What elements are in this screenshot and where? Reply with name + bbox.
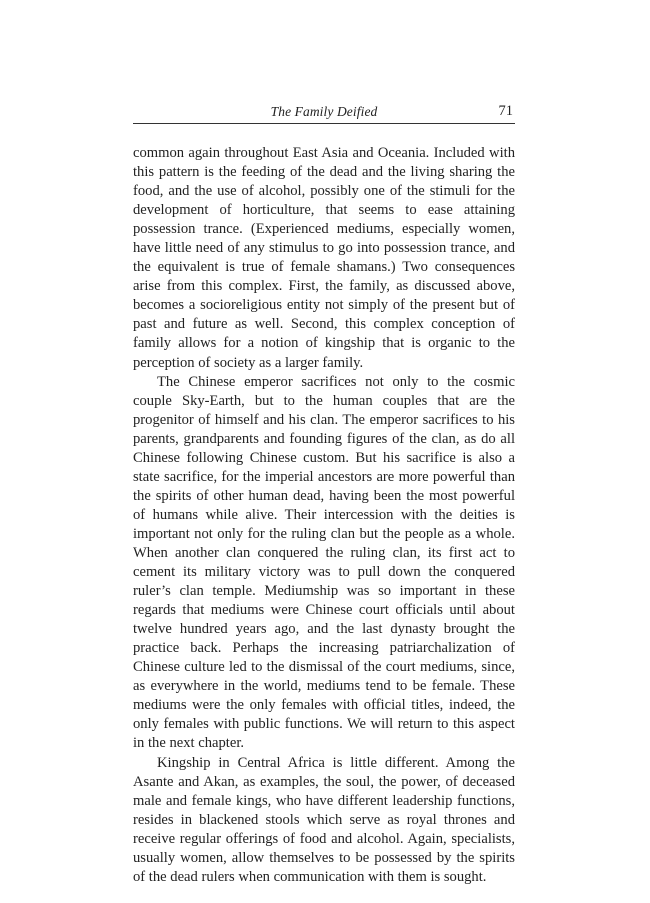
paragraph-central-africa-kingship: Kingship in Central Africa is little different. Among the Asante and Akan, as examples, the soul, the power, of deceased male and female kings, who have different leadership functions, resides in blackened stools which serve as royal thrones and receive regular offerings of food and alcohol. Again, specialists, usually women, allow themselves to be possessed by the spirits of the dead rulers when communication with them is sought. [133, 754, 515, 885]
paragraph-chinese-emperor: The Chinese emperor sacrifices not only to the cosmic couple Sky-Earth, but to the human couples that are the progenitor of himself and his clan. The emperor sacrifices to his parents, grandparents and founding figures of the clan, as do all Chinese following Chinese custom. But his sacrifice is also a state sacrifice, for the imperial ancestors are more powerful than the spirits of other human dead, having been the most powerful of humans while alive. Their intercession with the deities is important not only for the ruling clan but the people as a whole. When another clan conquered the ruling clan, its first act to cement its military victory was to pull down the conquered ruler’s clan temple. Mediumship was so important in these regards that mediums were Chinese court officials until about twelve hundred years ago, and the last dynasty brought the practice back. Perhaps the increasing patriarchalization of Chinese culture led to the dismissal of the court mediums, since, as everywhere in the world, mediums tend to be female. These mediums were the only females with official titles, indeed, the only females with public functions. We will return to this aspect in the next chapter. [133, 373, 515, 752]
page-header [133, 103, 515, 124]
page-number: 71 [498, 103, 513, 119]
body-text [133, 144, 515, 887]
running-head-title: The Family Deified [270, 104, 378, 119]
paragraph-continuation: common again throughout East Asia and Oceania. Included with this pattern is the feeding of the dead and the living sharing the food, and the use of alcohol, possibly one of the stimuli for the development of horticulture, that seems to ease attaining possession trance. (Experienced mediums, especially women, have little need of any stimulus to go into possession trance, and the equivalent is true of female shamans.) Two consequences arise from this complex. First, the family, as discussed above, becomes a socioreligious entity not simply of the present but of past and future as well. Second, this complex conception of family allows for a notion of kingship that is organic to the perception of society as a larger family. [133, 145, 515, 371]
